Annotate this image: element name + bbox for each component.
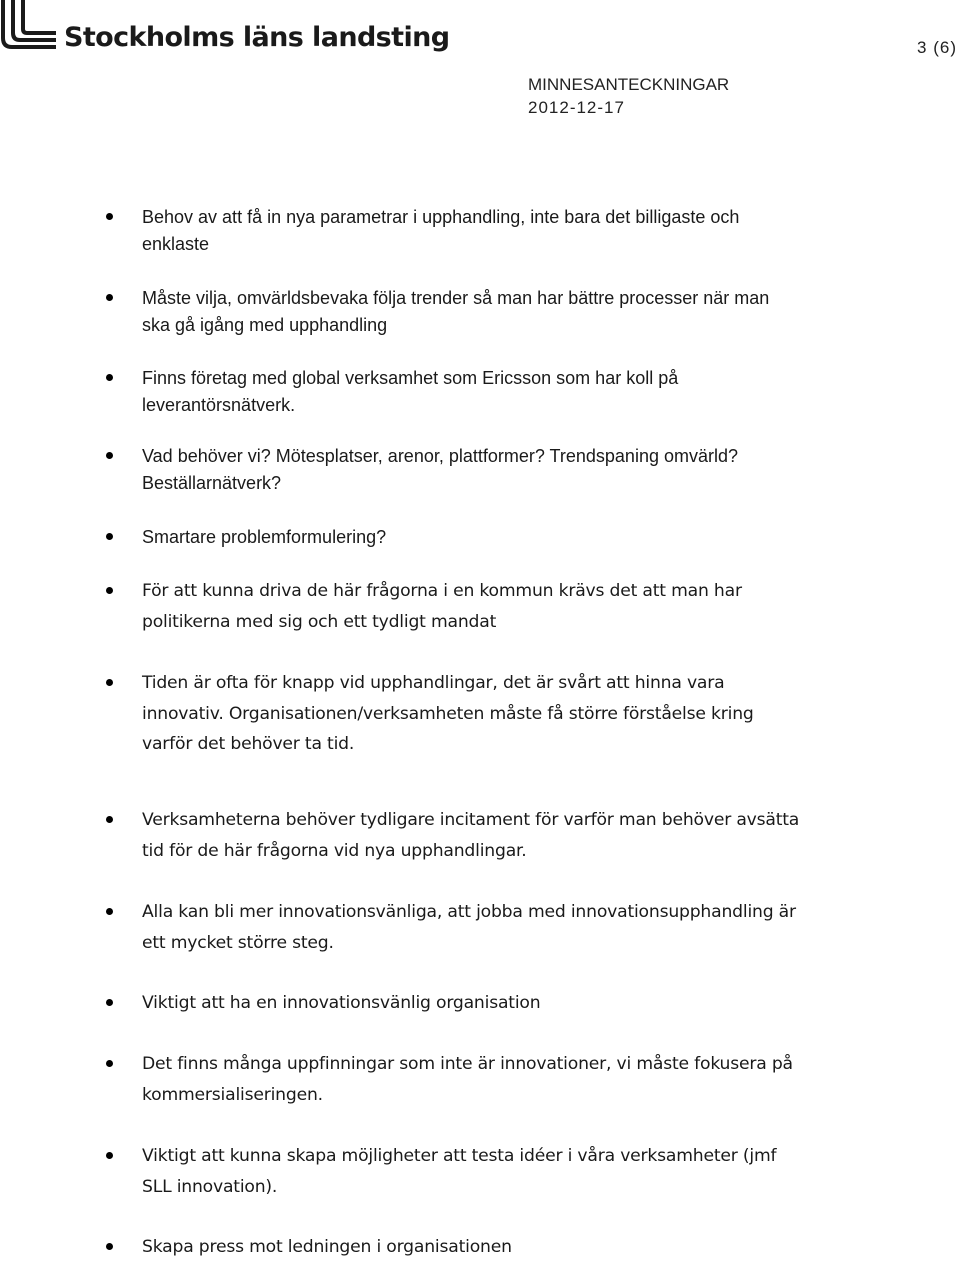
list-item: Smartare problemformulering?: [142, 524, 802, 551]
document-date: 2012-12-17: [528, 98, 625, 117]
list-item: Alla kan bli mer innovationsvänliga, att jobba med innovationsupphandling är ett mycket större steg.: [142, 897, 802, 958]
list-item: Måste vilja, omvärldsbevaka följa trender så man har bättre processer när man ska gå igång med upphandling: [142, 285, 802, 338]
document-type: MINNESANTECKNINGAR: [528, 75, 730, 94]
list-item: Viktigt att ha en innovationsvänlig organisation: [142, 988, 802, 1019]
list-item: Det finns många uppfinningar som inte är innovationer, vi måste fokusera på kommersialiseringen.: [142, 1049, 802, 1110]
organization-logo: [0, 0, 449, 53]
organization-name: Stockholms läns landsting: [64, 22, 450, 53]
list-item: Behov av att få in nya parametrar i upphandling, inte bara det billigaste och enklaste: [142, 204, 802, 257]
page-number: 3 (6): [917, 38, 957, 57]
list-item: Vad behöver vi? Mötesplatser, arenor, plattformer? Trendspaning omvärld? Beställarnätverk?: [142, 443, 802, 496]
sll-logo-mark-icon: [0, 0, 58, 52]
list-item: Finns företag med global verksamhet som Ericsson som har koll på leverantörsnätverk.: [142, 365, 802, 418]
list-item: För att kunna driva de här frågorna i en kommun krävs det att man har politikerna med sig och ett tydligt mandat: [142, 576, 802, 637]
list-item: Viktigt att kunna skapa möjligheter att testa idéer i våra verksamheter (jmf SLL innovation).: [142, 1141, 802, 1202]
list-item: Tiden är ofta för knapp vid upphandlingar, det är svårt att hinna vara innovativ. Organisationen/verksamheten måste få större förståelse kring varför det behöver ta tid.: [142, 668, 802, 760]
list-item: Verksamheterna behöver tydligare incitament för varför man behöver avsätta tid för de här frågorna vid nya upphandlingar.: [142, 805, 802, 866]
list-item: Skapa press mot ledningen i organisationen: [142, 1232, 802, 1263]
